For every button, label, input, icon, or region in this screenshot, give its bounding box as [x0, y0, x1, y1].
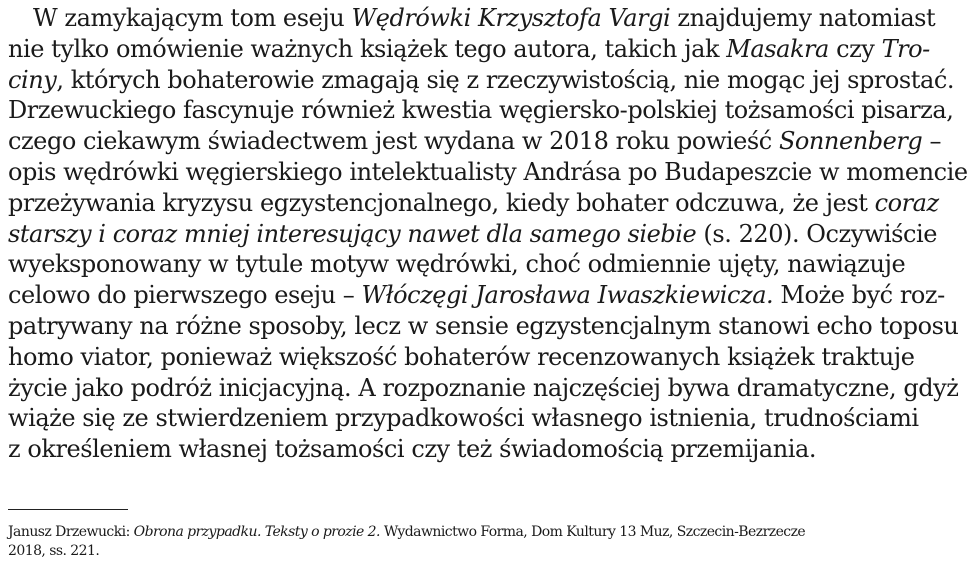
italic-text-run: Wędrówki Krzysztofa Vargi [351, 4, 671, 32]
italic-text-run: coraz [874, 188, 939, 217]
paragraph-line [8, 403, 919, 433]
paragraph-line [8, 157, 968, 187]
italic-text-run: Włóczęgi Jarosława Iwaszkiewicza. [361, 281, 774, 310]
paragraph-line [8, 65, 955, 95]
text-run: wiąże się ze stwierdzeniem przypadkowości własnego istnienia, trudnościami [8, 404, 919, 433]
paragraph-line [8, 126, 942, 156]
text-run: Drzewuckiego fascynuje również kwestia węgiersko-polskiej tożsamości pisarza, [8, 96, 954, 125]
paragraph-line [8, 188, 939, 218]
italic-text-run: Obrona przypadku. Teksty o prozie 2. [133, 524, 380, 540]
text-run: celowo do pierwszego eseju – [8, 281, 362, 310]
text-run: 2018, ss. 221. [8, 543, 100, 559]
text-run: Może być roz- [773, 281, 945, 310]
text-run: patrywany na różne sposoby, lecz w sensie egzystencjalnym stanowi echo toposu [8, 312, 959, 340]
text-run: – [922, 127, 942, 156]
text-run: znajdujemy natomiast [670, 4, 936, 32]
text-run: homo viator, ponieważ większość bohaterów recenzowanych książek traktuje [8, 342, 915, 371]
text-run: życie jako podróż inicjacyjną. A rozpoznanie najczęściej bywa dramatyczne, gdyż [8, 373, 959, 402]
paragraph-line [8, 311, 959, 341]
paragraph-line [8, 280, 945, 310]
text-run: czy [828, 34, 882, 63]
text-run: , których bohaterowie zmagają się z rzeczywistością, nie mogąc jej sprostać. [56, 65, 955, 94]
paragraph-line [8, 34, 930, 64]
footnote-divider [8, 509, 128, 510]
paragraph-line [8, 373, 959, 403]
text-run: (s. 220). Oczywiście [696, 219, 937, 248]
text-run: czego ciekawym świadectwem jest wydana w 2018 roku powieść [8, 127, 779, 156]
italic-text-run: ciny [8, 65, 57, 94]
italic-text-run: starszy i coraz mniej interesujący nawet dla samego siebie [8, 219, 697, 248]
italic-text-run: Masakra [726, 34, 829, 63]
text-run: W zamykającym tom eseju [33, 4, 352, 32]
text-run: nie tylko omówienie ważnych książek tego autora, takich jak [8, 34, 727, 63]
footnote-line [8, 523, 805, 541]
italic-text-run: Sonnenberg [778, 127, 923, 156]
text-run: wyeksponowany w tytule motyw wędrówki, choć odmiennie ujęty, nawiązuje [8, 250, 906, 279]
text-run: Janusz Drzewucki: [8, 524, 134, 540]
text-run: opis wędrówki węgierskiego intelektualisty Andrása po Budapeszcie w momencie [8, 158, 968, 186]
text-run: Wydawnictwo Forma, Dom Kultury 13 Muz, Szczecin-Bezrzecze [379, 524, 806, 540]
footnote-line [8, 542, 99, 560]
paragraph-line [8, 249, 906, 279]
text-run: przeżywania kryzysu egzystencjonalnego, kiedy bohater odczuwa, że jest [8, 188, 875, 217]
paragraph-line [8, 95, 954, 125]
text-run: z określeniem własnej tożsamości czy też świadomością przemijania. [8, 435, 817, 464]
paragraph-line [8, 219, 937, 249]
paragraph-line [8, 342, 915, 372]
paragraph-line [33, 3, 936, 33]
italic-text-run: Tro- [881, 34, 930, 63]
paragraph-line [8, 434, 850, 464]
